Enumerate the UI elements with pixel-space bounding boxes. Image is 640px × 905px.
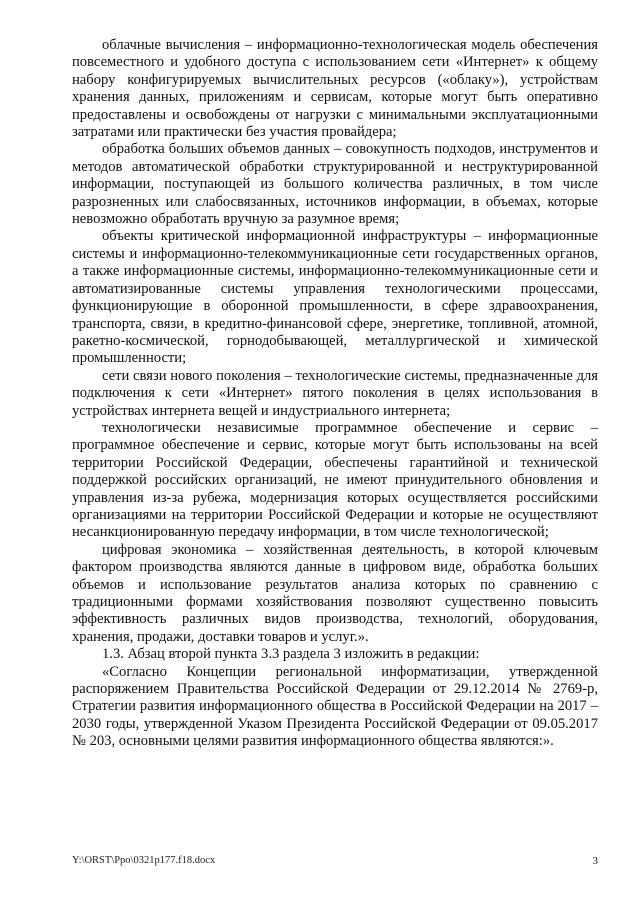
amendment-clause-1-3: 1.3. Абзац второй пункта 3.3 раздела 3 изложить в редакции: — [102, 646, 480, 663]
document-body — [72, 37, 598, 751]
definition-big-data: обработка больших объемов данных – совокупность подходов, инструментов и методов автоматической обработки структурированной и неструктурированной информации, поступающей из большого количества различных, в том числе разрозненных или слабосвязанных, источников информации, в объемах, которые невозможно обработать вручную за разумное время; — [72, 141, 598, 228]
definition-cloud-computing: облачные вычисления – информационно-технологическая модель обеспечения повсеместного и удобного доступа с использованием сети «Интернет» к общему набору конфигурируемых вычислительных ресурсов («облаку»), устройствам хранения данных, приложениям и сервисам, которые могут быть оперативно предоставлены и освобождены от нагрузки с минимальными эксплуатационными затратами или практически без участия провайдера; — [72, 37, 598, 141]
definition-digital-economy: цифровая экономика – хозяйственная деятельность, в которой ключевым фактором производства являются данные в цифровом виде, обработка больших объемов и использование результатов анализа которых по сравнению с традиционными формами хозяйствования позволяют существенно повысить эффективность различных видов производства, технологий, оборудования, хранения, продажи, доставки товаров и услуг.». — [72, 541, 598, 645]
definition-critical-infrastructure: объекты критической информационной инфраструктуры – информационные системы и информационно-телекоммуникационные сети государственных органов, а также информационные системы, информационно-телекоммуникационные сети и автоматизированные системы управления технологическими процессами, функционирующие в оборонной промышленности, в сфере здравоохранения, транспорта, связи, в кредитно-финансовой сфере, энергетике, топливной, атомной, ракетно-космической, горнодобывающей, металлургической и химической промышленности; — [72, 228, 598, 367]
amendment-text-quote: «Согласно Концепции региональной информатизации, утвержденной распоряжением Правительства Российской Федерации от 29.12.2014 № 2769-р, Стратегии развития информационного общества в Российской Федерации на 2017 – 2030 годы, утвержденной Указом Президента Российской Федерации от 09.05.2017 № 203, основными целями развития информационного общества являются:». — [72, 663, 598, 750]
definition-independent-software: технологически независимые программное обеспечение и сервис – программное обеспечение и сервис, которые могут быть использованы на всей территории Российской Федерации, обеспечены гарантийной и технической поддержкой российских организаций, не имеют принудительного обновления и управления из-за рубежа, модернизация которых осуществляется российскими организациями на территории Российской Федерации и которые не осуществляют несанкционированную передачу информации, в том числе технологической; — [72, 419, 598, 541]
definition-next-gen-networks: сети связи нового поколения – технологические системы, предназначенные для подключения к сети «Интернет» пятого поколения в целях использования в устройствах интернета вещей и индустриального интернета; — [72, 367, 598, 419]
footer-file-path: Y:\ORST\Ppo\0321p177.f18.docx — [72, 855, 216, 866]
page-number: 3 — [592, 855, 598, 867]
